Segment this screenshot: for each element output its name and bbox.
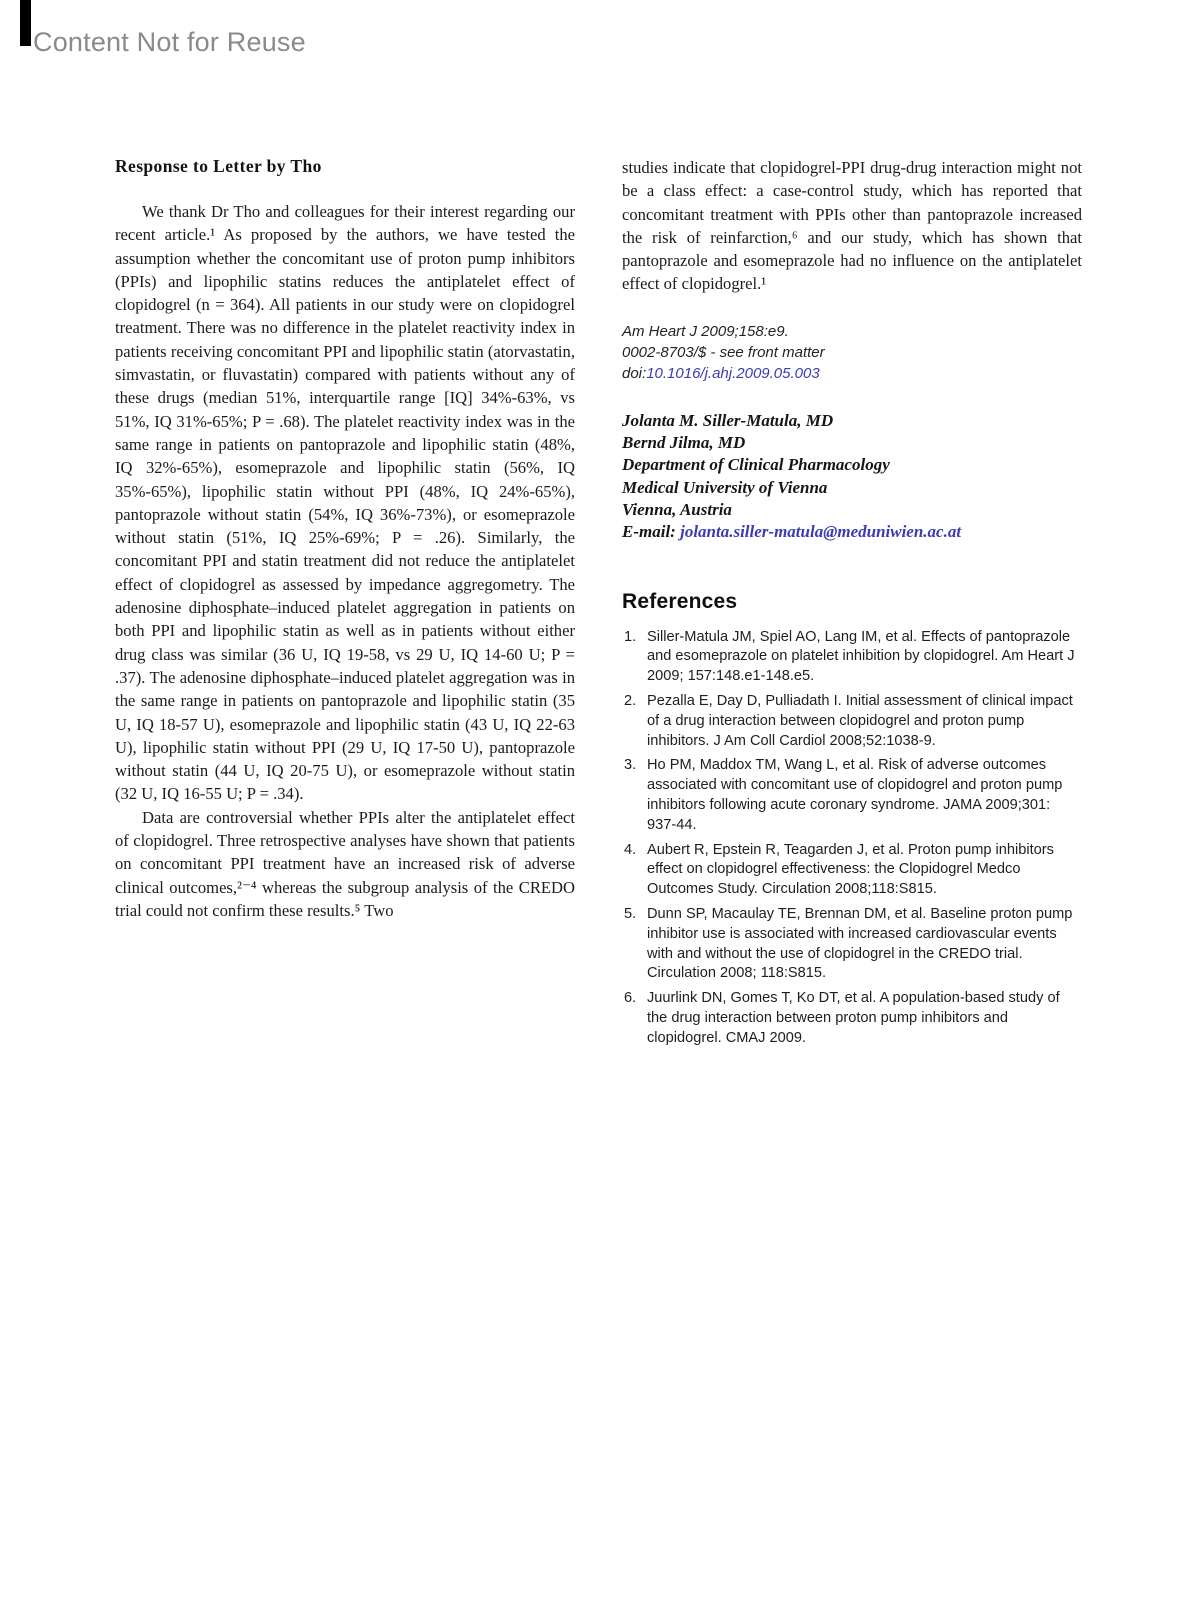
reference-number: 5. (624, 905, 637, 922)
citation-block (622, 321, 1082, 384)
reference-text: Ho PM, Maddox TM, Wang L, et al. Risk of adverse outcomes associated with concomitant use of clopidogrel and proton pump inhibitors following acute coronary syndrome. JAMA 2009;301: 937-44. (647, 757, 1063, 833)
citation-journal-line: Am Heart J 2009;158:e9. (622, 322, 789, 340)
page-content (115, 156, 1083, 1054)
body-paragraph-2: Data are controversial whether PPIs alter the antiplatelet effect of clopidogrel. Three retrospective analyses have shown that patients on concomitant PPI treatment have an increased risk of adverse clinical outcomes,²⁻⁴ whereas the subgroup analysis of the CREDO trial could not confirm these results.⁵ Two (115, 807, 575, 920)
reference-item-1 (622, 628, 1082, 687)
author-name-2: Bernd Jilma, MD (622, 433, 746, 453)
corner-print-mark (20, 0, 31, 46)
reference-number: 6. (624, 990, 637, 1007)
reference-text: Pezalla E, Day D, Pulliadath I. Initial assessment of clinical impact of a drug interaction between clopidogrel and proton pump inhibitors. J Am Coll Cardiol 2008;52:1038-9. (647, 692, 1073, 749)
doi-link[interactable]: 10.1016/j.ahj.2009.05.003 (646, 364, 820, 382)
reference-number: 2. (624, 692, 637, 709)
body-paragraph-1: We thank Dr Tho and colleagues for their interest regarding our recent article.¹ As proposed by the authors, we have tested the assumption whether the concomitant use of proton pump inhibitors (PPIs) and lipophilic statins reduces the antiplatelet effect of clopidogrel (n = 364). All patients in our study were on clopidogrel treatment. There was no difference in the platelet reactivity index in patients receiving concomitant PPI and lipophilic statin (atorvastatin, simvastatin, or fluvastatin) compared with patients without any of these drugs (median 51%, interquartile range [IQ] 34%-63%, vs 51%, IQ 31%-65%; P = .68). The platelet reactivity index was in the same range in patients on pantoprazole and lipophilic statin (48%, IQ 32%-65%), esomeprazole and lipophilic statin (56%, IQ 35%-65%), lipophilic statin without PPI (48%, IQ 24%-65%), pantoprazole without statin (54%, IQ 36%-73%), or esomeprazole without statin (51%, IQ 25%-69%; P = .26). Similarly, the concomitant PPI and statin treatment did not reduce the antiplatelet effect of clopidogrel as assessed by impedance aggregometry. The adenosine diphosphate–induced platelet aggregation in patients on both PPI and lipophilic statin as well as in patients without either drug class was similar (36 U, IQ 19-58, vs 29 U, IQ 14-60 U; P = .37). The adenosine diphosphate–induced platelet aggregation was in the same range in patients on pantoprazole and lipophilic statin (35 U, IQ 18-57 U), esomeprazole and lipophilic statin (43 U, IQ 22-63 U), lipophilic statin without PPI (29 U, IQ 17-50 U), pantoprazole without statin (44 U, IQ 20-75 U), or esomeprazole without statin (32 U, IQ 16-55 U; P = .34). (115, 202, 575, 804)
right-column (622, 156, 1082, 1054)
reference-number: 3. (624, 757, 637, 774)
reference-text: Juurlink DN, Gomes T, Ko DT, et al. A population-based study of the drug interaction between proton pump inhibitors and clopidogrel. CMAJ 2009. (647, 990, 1060, 1046)
author-email-line (622, 521, 1082, 543)
article-title: Response to Letter by Tho (115, 156, 322, 176)
watermark-text: Content Not for Reuse (33, 27, 306, 57)
left-column (115, 156, 575, 1054)
email-link[interactable]: jolanta.siller-matula@meduniwien.ac.at (680, 522, 962, 542)
reference-item-6 (622, 989, 1082, 1048)
reference-number: 4. (624, 841, 637, 858)
doi-label: doi: (622, 364, 647, 382)
reference-item-4 (622, 841, 1082, 900)
reference-text: Aubert R, Epstein R, Teagarden J, et al. Proton pump inhibitors effect on clopidogrel effectiveness: the Clopidogrel Medco Outcomes Study. Circulation 2008;118:S815. (647, 841, 1054, 898)
email-label: E-mail: (622, 522, 681, 542)
author-affiliation-university: Medical University of Vienna (622, 477, 828, 497)
reference-text: Siller-Matula JM, Spiel AO, Lang IM, et al. Effects of pantoprazole and esomeprazole on platelet inhibition by clopidogrel. Am Heart J 2009; 157:148.e1-148.e5. (647, 628, 1075, 685)
author-affiliation-department: Department of Clinical Pharmacology (622, 455, 890, 475)
author-name-1: Jolanta M. Siller-Matula, MD (622, 410, 834, 430)
reference-item-5 (622, 905, 1082, 984)
citation-issn-line: 0002-8703/$ - see front matter (622, 343, 825, 361)
reference-item-3 (622, 756, 1082, 835)
reference-text: Dunn SP, Macaulay TE, Brennan DM, et al. Baseline proton pump inhibitor use is associated with increased cardiovascular events with and without the use of clopidogrel in the CREDO trial. Circulation 2008; 118:S815. (647, 905, 1073, 982)
reference-number: 1. (624, 628, 637, 645)
author-affiliation-city: Vienna, Austria (622, 499, 732, 519)
references-list (622, 628, 1082, 1049)
references-heading: References (622, 589, 738, 613)
body-paragraph-3: studies indicate that clopidogrel-PPI drug-drug interaction might not be a class effect: a case-control study, which has reported that concomitant treatment with PPIs other than pantoprazole increased the risk of reinfarction,⁶ and our study, which has shown that pantoprazole and esomeprazole had no influence on the antiplatelet effect of clopidogrel.¹ (622, 158, 1082, 294)
reference-item-2 (622, 692, 1082, 751)
author-block (622, 410, 1082, 544)
citation-doi-line (622, 363, 1082, 384)
